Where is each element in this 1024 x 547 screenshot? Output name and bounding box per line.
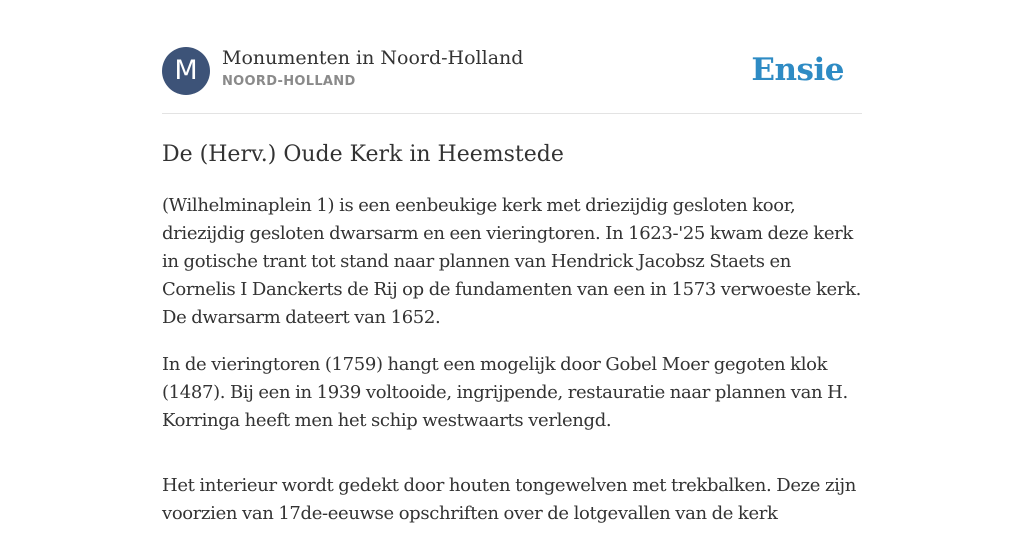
site-title[interactable]: Monumenten in Noord-Holland [222, 47, 524, 69]
header [162, 0, 862, 114]
article-paragraph: In de vieringtoren (1759) hangt een mogelijk door Gobel Moer gegoten klok (1487). Bij een in 1939 voltooide, ingrijpende, restauratie naar plannen van H. Korringa heeft men het schip westwaarts verlengd. [162, 354, 848, 431]
site-subtitle[interactable]: NOORD-HOLLAND [222, 74, 356, 89]
avatar[interactable]: M [162, 47, 210, 95]
site-meta [222, 45, 523, 91]
content-column [162, 0, 862, 547]
article-paragraph: (Wilhelminaplein 1) is een eenbeukige kerk met driezijdig gesloten koor, driezijdig gesloten dwarsarm en een vieringtoren. In 1623-'25 kwam deze kerk in gotische trant tot stand naar plannen van Hendrick Jacobsz Staets en Cornelis I Danckerts de Rij op de fundamenten van een in 1573 verwoeste kerk. De dwarsarm dateert van 1652. [162, 195, 862, 328]
article-body [162, 192, 862, 528]
article-paragraph: Het interieur wordt gedekt door houten tongewelven met trekbalken. Deze zijn voorzien van 17de-eeuwse opschriften over de lotgevallen van de kerk [162, 475, 856, 524]
article-title: De (Herv.) Oude Kerk in Heemstede [162, 142, 564, 167]
brand-logo[interactable]: Ensie [751, 52, 844, 88]
